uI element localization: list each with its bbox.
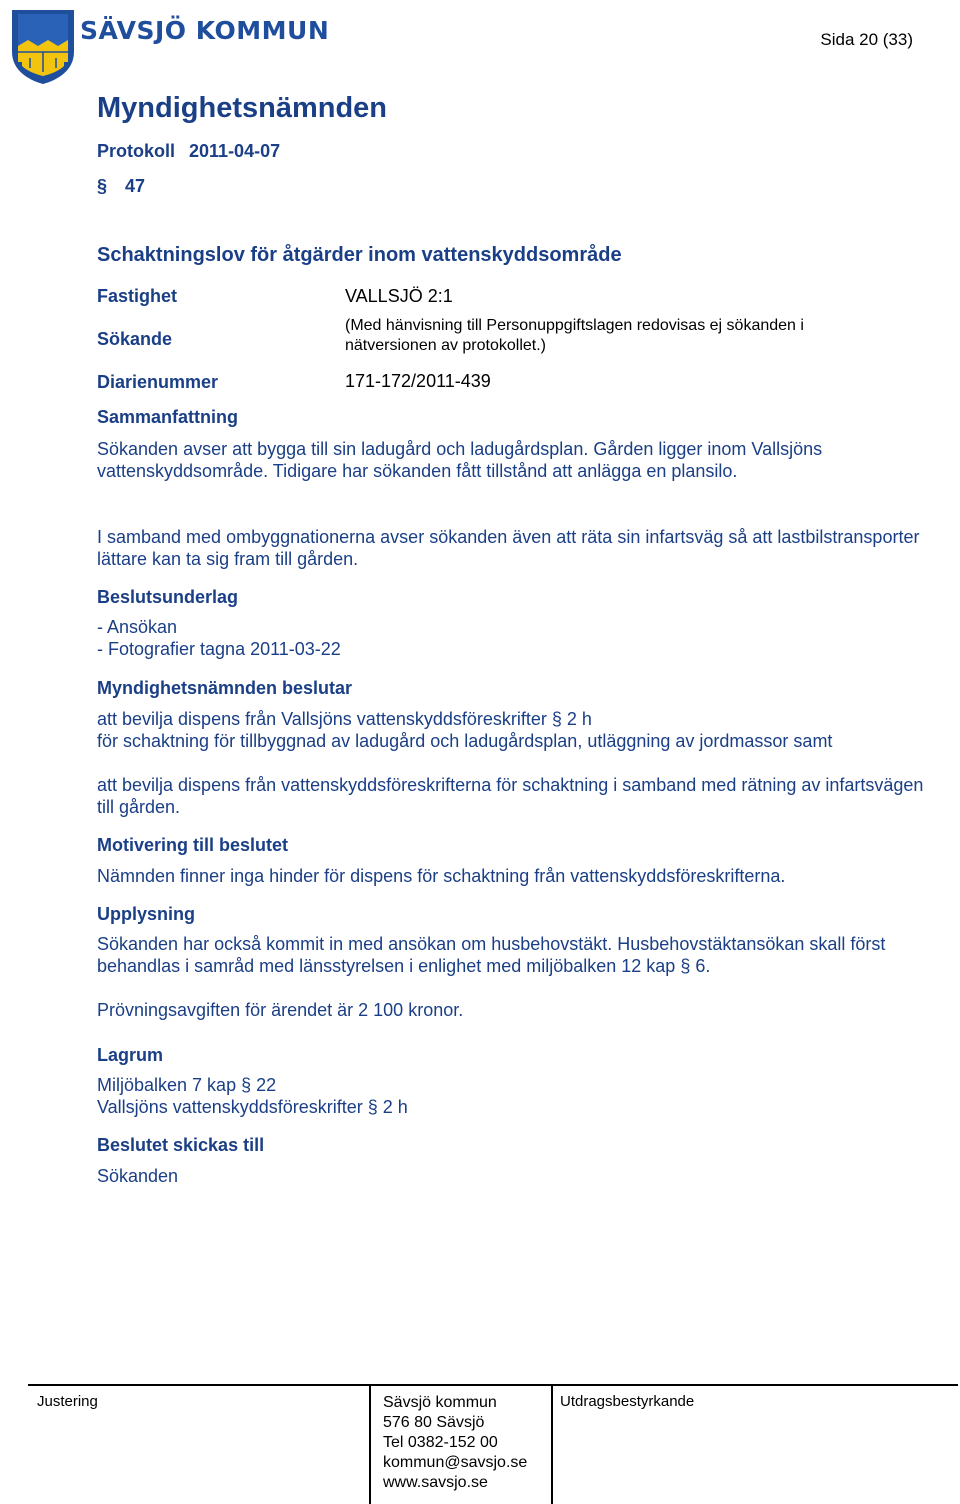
sammanfattning-paragraph-2: I samband med ombyggnationerna avser sökanden även att räta sin infartsväg så att lastbilstransporter lättare kan ta sig fram till gården. <box>97 527 920 569</box>
section-symbol: § <box>97 176 108 196</box>
protocol-date: 2011-04-07 <box>189 141 281 161</box>
list-item: - Fotografier tagna 2011-03-22 <box>97 639 341 659</box>
footer-contact <box>383 1393 527 1493</box>
sammanfattning-text-2 <box>97 526 942 570</box>
list-item: - Ansökan <box>97 617 178 637</box>
beslutsunderlag-heading: Beslutsunderlag <box>97 587 239 607</box>
sammanfattning-text <box>97 438 942 482</box>
upplysning-text-2 <box>97 999 942 1021</box>
lagrum-list <box>97 1074 942 1118</box>
upplysning-paragraph-2: Prövningsavgiften för ärendet är 2 100 kronor. <box>97 1000 464 1020</box>
beslutsunderlag-list <box>97 616 942 660</box>
footer-org-name: Sävsjö kommun <box>383 1394 497 1411</box>
footer-org-web[interactable]: www.savsjo.se <box>383 1474 488 1491</box>
upplysning-text-1 <box>97 933 917 977</box>
page-title: Myndighetsnämnden <box>97 92 388 124</box>
footer-column-divider <box>551 1386 553 1504</box>
diarienummer-label: Diarienummer <box>97 372 219 392</box>
section-number: 47 <box>125 176 146 196</box>
lagrum-line-1: Miljöbalken 7 kap § 22 <box>97 1075 277 1095</box>
motivering-paragraph: Nämnden finner inga hinder för dispens för schaktning från vattenskyddsföreskrifterna. <box>97 866 786 886</box>
beslutar-text-1 <box>97 708 942 752</box>
motivering-heading: Motivering till beslutet <box>97 835 289 855</box>
skickas-heading: Beslutet skickas till <box>97 1135 265 1155</box>
justering-label: Justering <box>37 1393 98 1410</box>
diarienummer-value: 171-172/2011-439 <box>345 371 491 391</box>
footer-divider <box>28 1384 958 1386</box>
beslutar-line-2: för schaktning för tillbyggnad av ladugård och ladugårdsplan, utläggning av jordmassor samt <box>97 731 833 751</box>
footer-org-postal: 576 80 Sävsjö <box>383 1414 485 1431</box>
beslutar-line-1: att bevilja dispens från Vallsjöns vattenskyddsföreskrifter § 2 h <box>97 709 592 729</box>
upplysning-heading: Upplysning <box>97 904 195 924</box>
beslutar-heading: Myndighetsnämnden beslutar <box>97 678 353 698</box>
beslutar-paragraph-2: att bevilja dispens från vattenskyddsföreskrifterna för schaktning i samband med rätning av infartsvägen till gården. <box>97 775 924 817</box>
sammanfattning-paragraph-1: Sökanden avser att bygga till sin ladugård och ladugårdsplan. Gården ligger inom Vallsjöns vattenskyddsområde. Tidigare har sökanden fått tillstånd att anlägga en plansilo. <box>97 439 823 481</box>
motivering-text <box>97 865 942 887</box>
footer-org-phone: Tel 0382-152 00 <box>383 1434 498 1451</box>
footer-column-divider <box>369 1386 371 1504</box>
lagrum-line-2: Vallsjöns vattenskyddsföreskrifter § 2 h <box>97 1097 408 1117</box>
sokande-value: (Med hänvisning till Personuppgiftslagen redovisas ej sökanden i nätversionen av protokollet.) <box>345 317 804 354</box>
sammanfattning-heading: Sammanfattning <box>97 407 239 427</box>
protocol-line <box>97 141 280 162</box>
beslutar-text-2 <box>97 774 942 818</box>
case-subject: Schaktningslov för åtgärder inom vattenskyddsområde <box>97 244 622 266</box>
brand-name: SÄVSJÖ KOMMUN <box>80 16 330 45</box>
protocol-label: Protokoll <box>97 141 176 161</box>
coat-of-arms-icon <box>8 6 78 86</box>
skickas-text <box>97 1165 942 1187</box>
upplysning-paragraph-1: Sökanden har också kommit in med ansökan om husbehovstäkt. Husbehovstäktansökan skall först behandlas i samråd med länsstyrelsen i enlighet med miljöbalken 12 kap § 6. <box>97 934 886 976</box>
skickas-recipient: Sökanden <box>97 1166 179 1186</box>
utdragsbestyrkande-label: Utdragsbestyrkande <box>560 1393 695 1410</box>
paragraph-number <box>97 176 145 197</box>
page-number: Sida 20 (33) <box>820 30 913 49</box>
fastighet-label: Fastighet <box>97 286 178 306</box>
footer-org-email[interactable]: kommun@savsjo.se <box>383 1454 528 1471</box>
sokande-label: Sökande <box>97 329 173 349</box>
lagrum-heading: Lagrum <box>97 1045 164 1065</box>
fastighet-value: VALLSJÖ 2:1 <box>345 286 453 306</box>
